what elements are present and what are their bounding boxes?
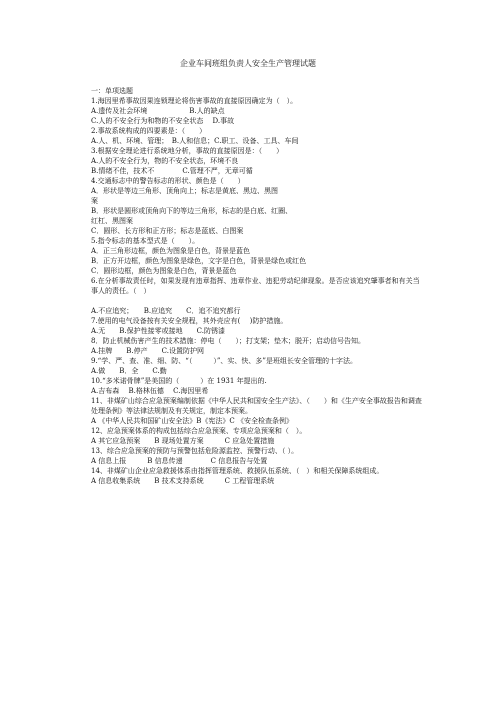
text-line: A.不应追究； B.应追究 C．追不追究都行 — [91, 307, 241, 315]
blank-gap — [91, 296, 425, 306]
text-line: A．正三角形边框，颜色为图象是白色，背景是蓝色 — [91, 247, 251, 255]
text-line: A．形状是等边三角形、顶角向上；标志是黄底、黑边、黑图 — [91, 187, 279, 195]
text-line: C．圆形边框，颜色为图象是白色，背景是蓝色 — [91, 267, 237, 275]
document-body — [91, 86, 425, 486]
text-line: A.挂牌 B.停产 C.设置防护网 — [91, 347, 204, 355]
text-line: A 信息收集系统 B 技术支持系统 C 工程管理系统 — [91, 477, 275, 485]
text-line: A.吉布森 B.格林伍德 C.海因里希 — [91, 387, 209, 395]
text-line: B．正方开边框，颜色为图象是绿色，文字是白色，背景是绿色或红色 — [91, 257, 307, 265]
question-paragraph: 14、非煤矿山企业应急救援体系由指挥管理系统、救援队伍系统、（ ）和相关保障系统组成。 — [91, 467, 384, 475]
text-line: A 信息上报 B 信息传递 C 信息报告与处置 — [91, 457, 268, 465]
text-line: 3.根据安全理论进行系统地分析，事故的直接原因是：（ ） — [91, 147, 284, 155]
text-line: 13、综合应急预案的预防与预警包括危险源监控、预警行动、（ ）。 — [91, 447, 299, 455]
text-line: 7.使用的电气设备按有关安全规程，其外壳应有( )防护措施。 — [91, 317, 288, 325]
text-line: 12、应急预案体系的构成包括综合应急预案、专项应急预案和（ ）。 — [91, 427, 307, 435]
text-line: A 其它应急预案 B 现场处置方案 C 应急处置措施 — [91, 437, 275, 445]
text-line: 9.“学、严、查、准、细、防、“（ ）”、实、快、多”是班组长安全管理的十字法。 — [91, 357, 357, 365]
text-line: A.遗传及社会环境 B.人的缺点 — [91, 107, 225, 115]
text-line: 2.事故系统构成的四要素是：（ ） — [91, 127, 207, 135]
question-paragraph: 6.在分析事故责任时，如果发现有违章指挥、违章作业、违犯劳动纪律现象。是否应该追究肇事者和有关当事人的责任。（ ） — [91, 277, 420, 295]
text-line: A 《中华人民共和国矿山安全法》B《宪法》C 《安全检查条例》 — [91, 417, 294, 425]
text-line: C.人的不安全行为和物的不安全状态 D.事故 — [91, 117, 235, 125]
text-line: C．圆形、长方形和正方形；标志是蓝底、白图案 — [91, 227, 244, 235]
text-line: A.人的不安全行为，物的不安全状态，环境不良 — [91, 157, 239, 165]
text-line: 案 — [91, 197, 98, 205]
text-line: 红杠、黑图案 — [91, 217, 133, 225]
text-line: 4.交通标志中的警告标志的形状、颜色是（ ） — [91, 177, 245, 185]
question-paragraph: 11、非煤矿山综合应急预案编制依据《中华人民共和国安全生产法》、（ ）和《生产安全事故报告和调查处理条例》等法律法规制及有关规定，制定本预案。 — [91, 397, 422, 415]
text-line: 10.“多米诺骨牌”是美国的（ ）在 1931 年提出的. — [91, 377, 267, 385]
text-line: A.无 B.保护性接零或接地 C.防锈漆 — [91, 327, 225, 335]
text-line: B.情绪不佳，技术不 C.管理不严，无章可循 — [91, 167, 253, 175]
section-heading: 一：单项选题 — [91, 87, 133, 95]
text-line: 1.海因里希事故因果连锁理论将伤害事故的直接原因确定为（ ）。 — [91, 97, 298, 105]
text-line: A.做 B．全 C.勤 — [91, 367, 167, 375]
text-line: A.人、机、环境、管理； B.人和信息；C.职工、设备、工具、车间 — [91, 137, 299, 145]
page-title: 企业车间班组负责人安全生产管理试题 — [180, 59, 316, 68]
text-line: 8．防止机械伤害产生的技术措施：停电（ ）；打支架；垫木；脱开；启动信号告知。 — [91, 337, 365, 345]
text-line: B．形状是圆形或顶角向下的等边三角形，标志的是白底、红圈、 — [91, 207, 293, 215]
text-line: 5.指令标志的基本型式是（ ）。 — [91, 237, 200, 245]
